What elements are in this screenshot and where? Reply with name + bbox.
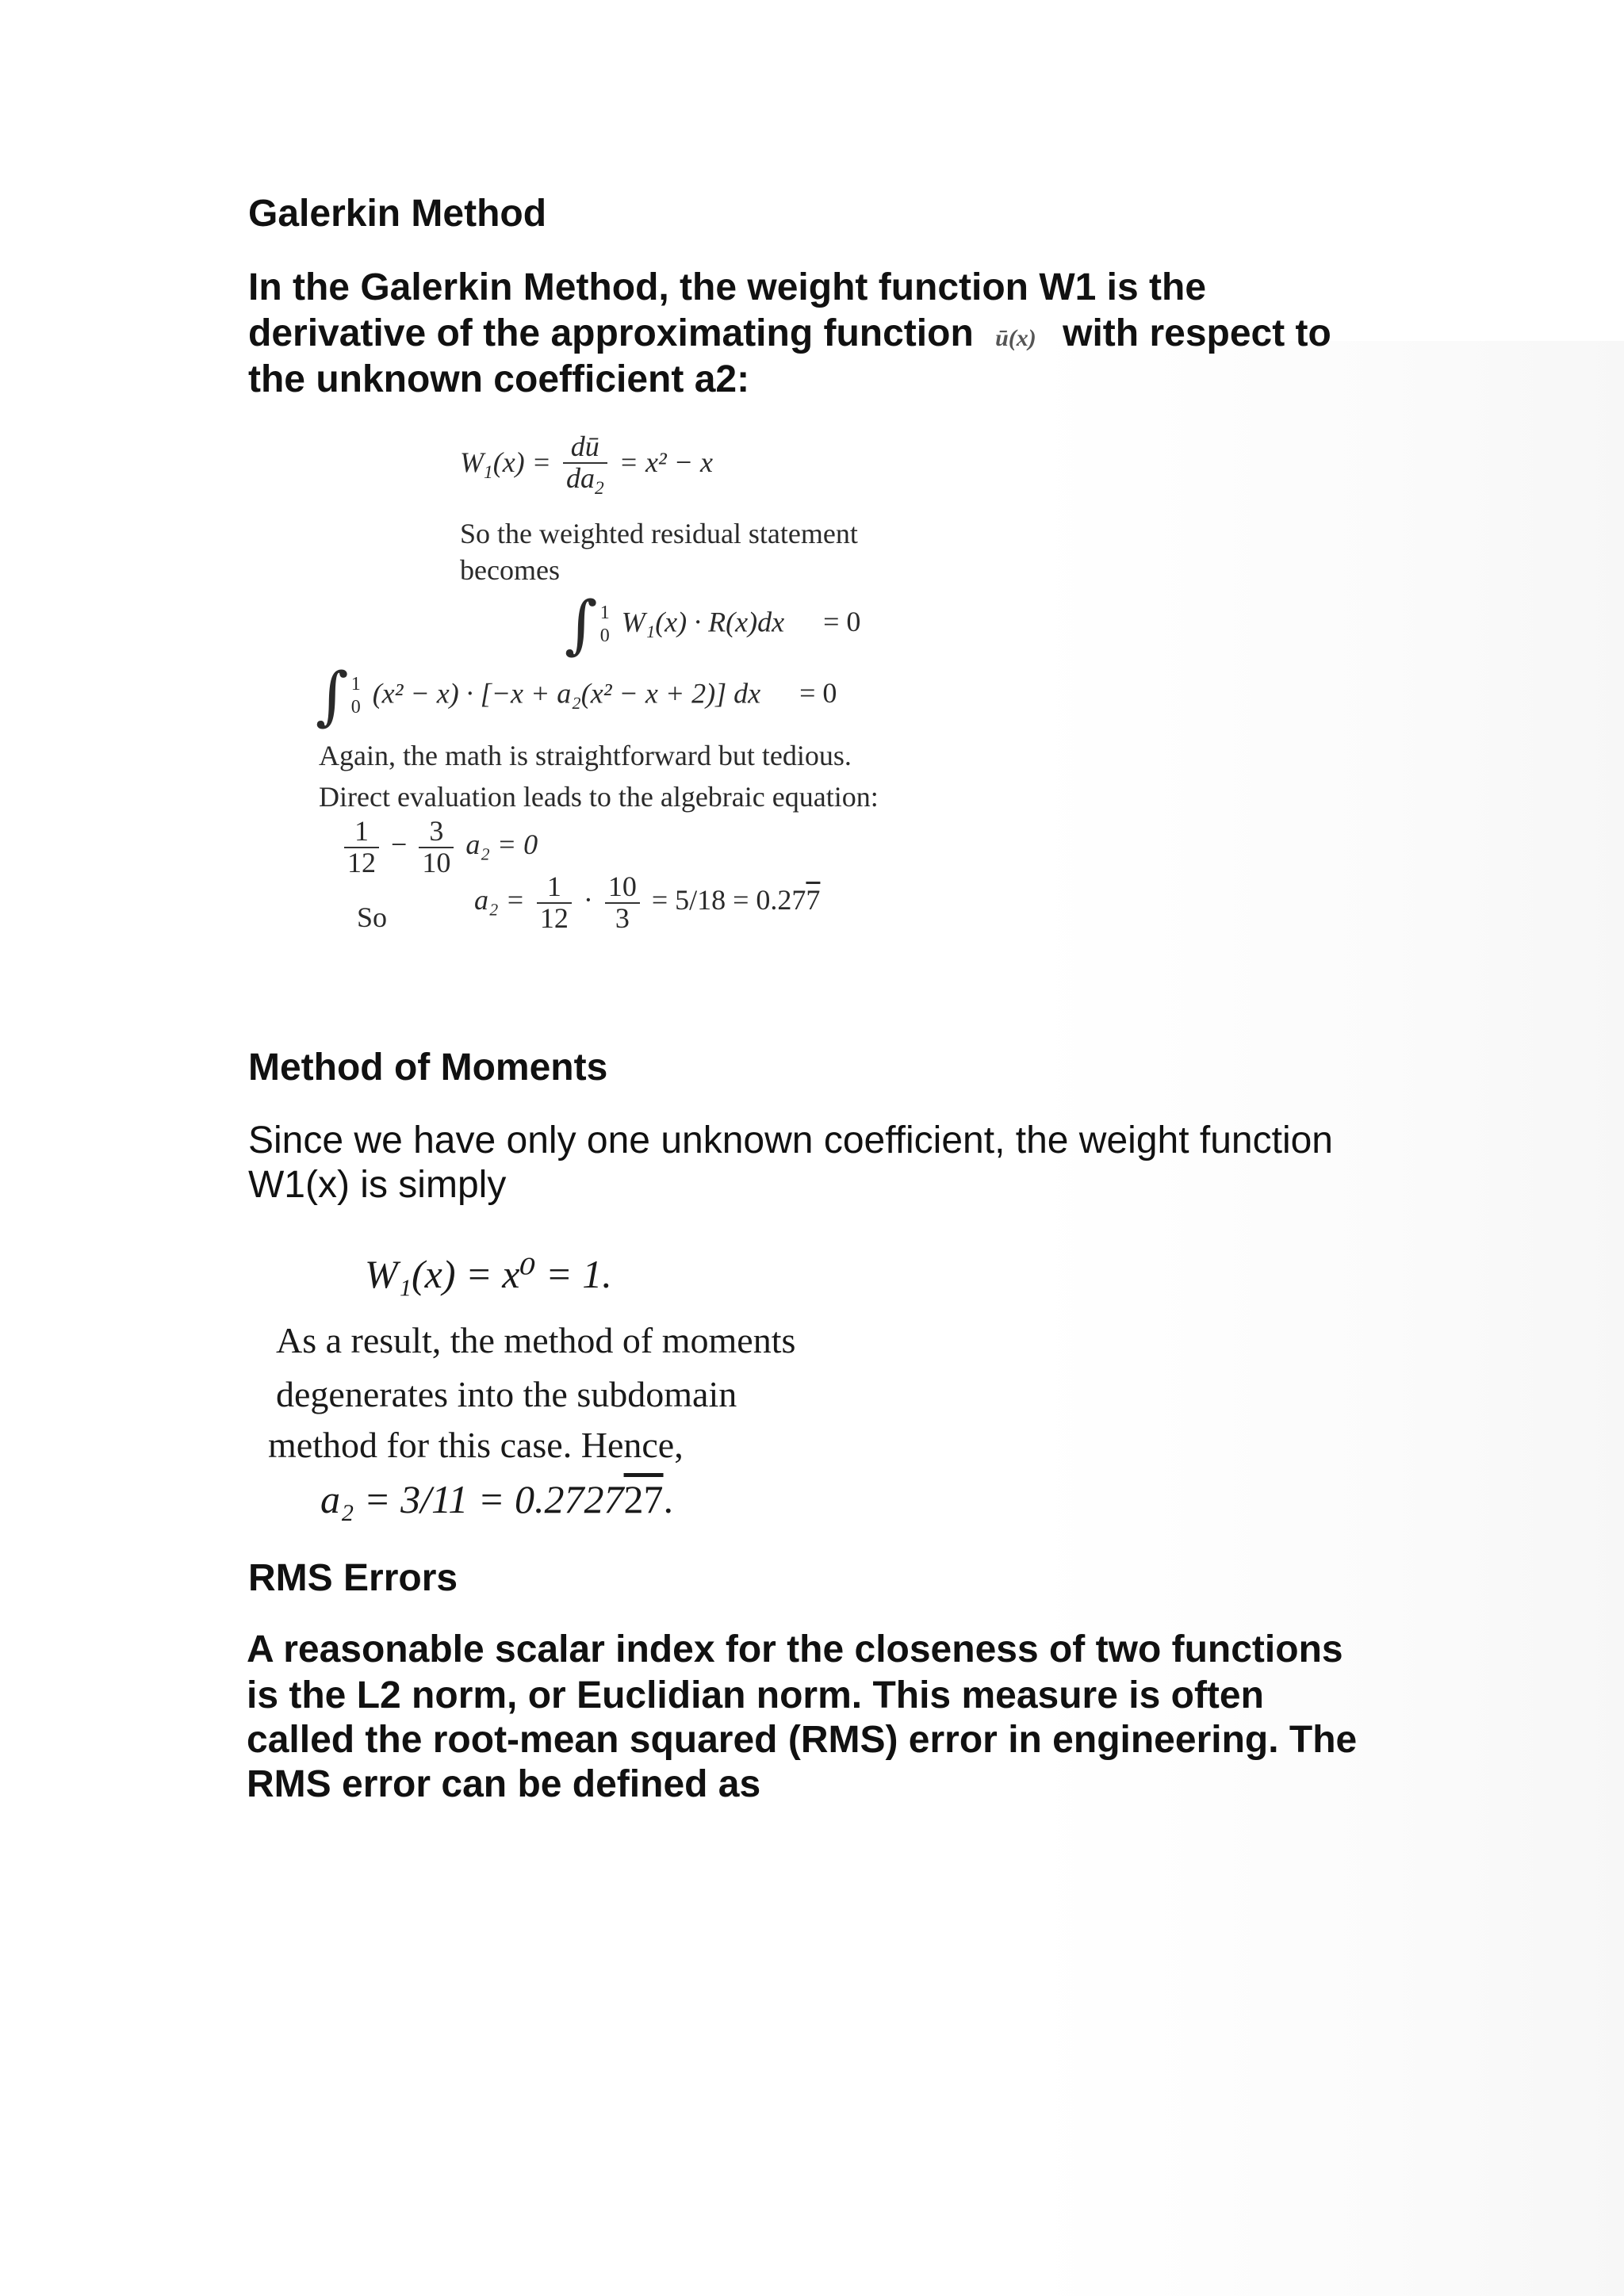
- rms-line-2: is the L2 norm, or Euclidian norm. This measure is often: [247, 1674, 1264, 1716]
- equation-w1-derivative: [460, 432, 713, 499]
- eq-int1-body: W₁(x) · R(x)dx: [621, 606, 785, 638]
- alg-frac1-den: 12: [344, 847, 379, 878]
- equation-w1-moments: W₁(x) = x⁰ = 1.: [365, 1252, 612, 1296]
- integral-sign: ∫: [316, 659, 349, 733]
- so-rhs-repeating: 7: [806, 884, 821, 916]
- equation-a2-moments: [320, 1476, 673, 1522]
- so-dot: ·: [583, 884, 593, 916]
- rms-heading: RMS Errors: [248, 1557, 458, 1599]
- equation-algebraic: [339, 817, 538, 878]
- alg-frac2-num: 3: [429, 815, 444, 847]
- text-direct-evaluation: Direct evaluation leads to the algebraic equation:: [319, 781, 879, 813]
- equation-a2-solution: [474, 872, 820, 934]
- rms-line-3: called the root-mean squared (RMS) error in engineering. The: [247, 1719, 1358, 1761]
- a2-moments-main: a₂ = 3/11 = 0.2727: [320, 1477, 624, 1521]
- eq-w1-denominator: da: [565, 461, 595, 494]
- u-bar-symbol: ū(x): [995, 325, 1036, 351]
- alg-rhs: a₂ = 0: [465, 828, 538, 861]
- so-frac2-den: 3: [605, 902, 640, 934]
- galerkin-intro-line-1: In the Galerkin Method, the weight function W1 is the: [248, 266, 1207, 308]
- so-rhs-main: = 5/18 = 0.27: [651, 884, 806, 916]
- alg-frac1-num: 1: [354, 815, 369, 847]
- equation-integral-expanded: [316, 659, 837, 733]
- eq-w1-lhs: W: [460, 446, 484, 479]
- rms-line-1: A reasonable scalar index for the closeness of two functions: [247, 1628, 1343, 1670]
- page-shading: [1031, 341, 1624, 2296]
- text-weighted-line-2: becomes: [460, 554, 560, 586]
- moments-text-line-1: As a result, the method of moments: [276, 1320, 796, 1360]
- moments-para-line-1: Since we have only one unknown coefficient, the weight function: [248, 1119, 1333, 1161]
- galerkin-intro-line-2-after: with respect to: [1063, 312, 1331, 354]
- a2-moments-repeating: 27: [623, 1477, 664, 1521]
- galerkin-intro-line-2: [248, 311, 1331, 362]
- galerkin-intro-line-2-before: derivative of the approximating function: [248, 312, 974, 354]
- eq-int2-rhs: = 0: [799, 677, 837, 710]
- eq-w1-rhs: = x² − x: [619, 446, 713, 479]
- eq-w1-sub: 1: [484, 462, 493, 484]
- eq-int2-body: (x² − x) · [−x + a₂(x² − x + 2)] dx: [372, 677, 761, 710]
- so-frac1-den: 12: [537, 902, 572, 934]
- so-label: So: [357, 901, 388, 933]
- moments-para-line-2: W1(x) is simply: [248, 1164, 507, 1206]
- alg-minus: −: [391, 828, 408, 861]
- integral-lower-limit: 0: [350, 697, 361, 718]
- alg-frac2-den: 10: [419, 847, 454, 878]
- integral-upper-limit: 1: [599, 603, 610, 624]
- integral-upper-limit: 1: [350, 674, 361, 695]
- text-weighted-line-1: So the weighted residual statement: [460, 518, 858, 549]
- galerkin-intro-line-3: the unknown coefficient a2:: [248, 358, 750, 400]
- so-lhs: a₂ =: [474, 884, 525, 916]
- so-frac2-num: 10: [607, 871, 637, 902]
- integral-lower-limit: 0: [599, 626, 610, 646]
- rms-line-4: RMS error can be defined as: [247, 1763, 761, 1805]
- so-frac1-num: 1: [546, 871, 561, 902]
- integral-sign: ∫: [565, 587, 598, 661]
- a2-moments-end: .: [663, 1477, 674, 1521]
- eq-w1-numerator: dū: [570, 430, 599, 462]
- moments-text-line-3: method for this case. Hence,: [268, 1425, 684, 1465]
- moments-text-line-2: degenerates into the subdomain: [276, 1374, 737, 1414]
- text-again-tedious: Again, the math is straightforward but tedious.: [319, 740, 852, 771]
- equation-integral-weighted: [565, 587, 861, 661]
- eq-int1-rhs: = 0: [823, 606, 861, 638]
- eq-w1-den-sub: 2: [594, 477, 604, 499]
- moments-heading: Method of Moments: [248, 1047, 608, 1089]
- eq-w1-arg: (x) =: [492, 446, 551, 479]
- galerkin-heading: Galerkin Method: [248, 193, 547, 235]
